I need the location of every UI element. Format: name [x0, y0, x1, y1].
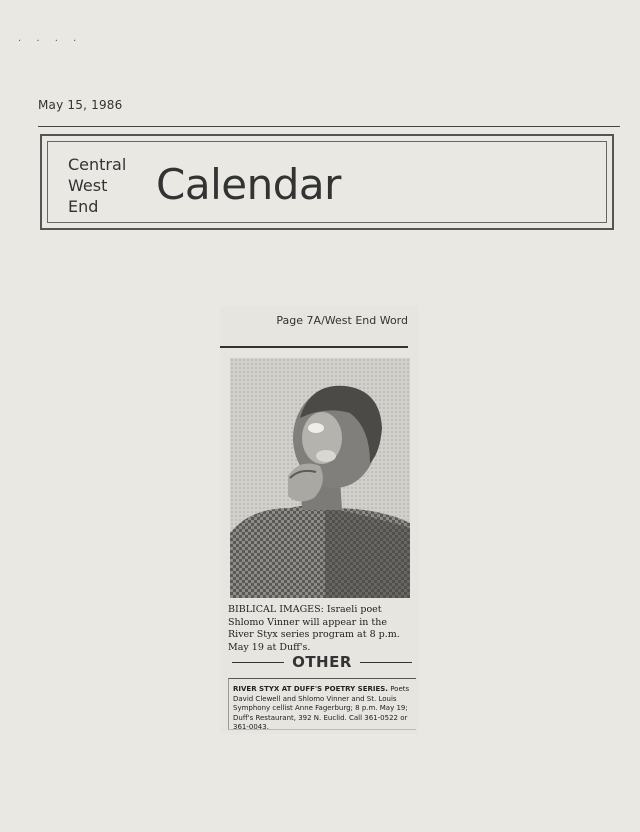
- masthead-line-west: West: [68, 176, 108, 195]
- event-listing: [228, 678, 416, 730]
- listing-title: RIVER STYX AT DUFF'S POETRY SERIES.: [233, 685, 388, 693]
- poet-photo: [230, 358, 410, 598]
- section-heading-other: [232, 652, 412, 672]
- poet-photo-illustration: [230, 358, 410, 598]
- masthead-title: Calendar: [156, 160, 341, 209]
- clipping-folio: Page 7A/West End Word: [276, 314, 408, 327]
- masthead-subtitle: [68, 154, 126, 217]
- masthead-line-end: End: [68, 197, 99, 216]
- header-rule: [38, 126, 620, 127]
- folio-rule: [220, 346, 408, 348]
- speck-marks: · · · ·: [18, 36, 83, 47]
- listing-body: Poets David Clewell and Shlomo Vinner and St. Louis Symphony cellist Anne Fagerburg; 8 p.m. May 19; Duff's Restaurant, 392 N. Euclid. Call 361-0522 or 361-0043.: [233, 685, 410, 731]
- masthead-line-central: Central: [68, 155, 127, 174]
- section-rule-right: [360, 662, 412, 663]
- newspaper-clipping: [220, 306, 418, 734]
- photo-caption: BIBLICAL IMAGES: Israeli poet Shlomo Vinner will appear in the River Styx series program at 8 p.m. May 19 at Duff's.: [228, 604, 400, 653]
- page-date: May 15, 1986: [38, 98, 123, 112]
- masthead-box: [40, 134, 614, 230]
- section-heading-label: OTHER: [292, 653, 352, 671]
